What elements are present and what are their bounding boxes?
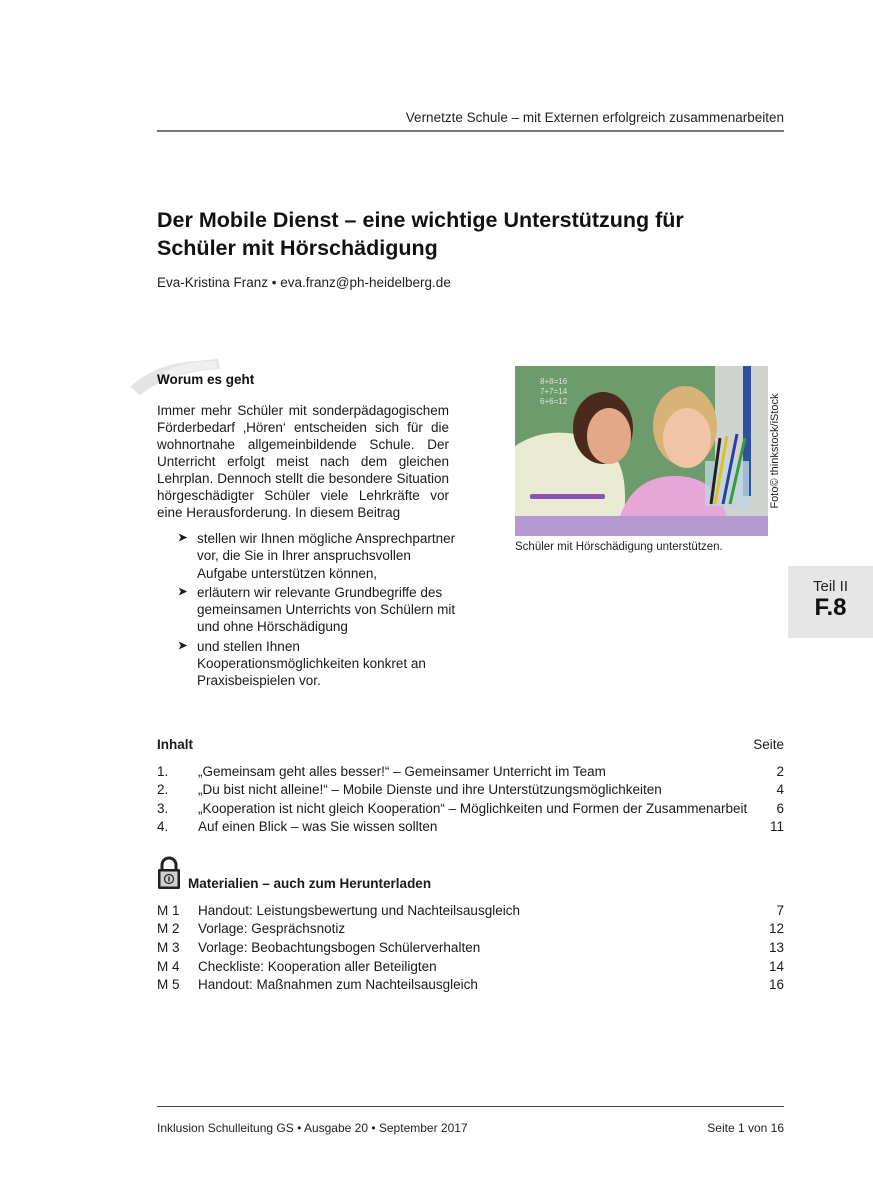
arrowhead-right-icon: ➤: [178, 639, 188, 652]
footer-page-number: Seite 1 von 16: [707, 1121, 784, 1135]
section-code: F.8: [814, 594, 847, 621]
footer-publication: Inklusion Schulleitung GS • Ausgabe 20 • September 2017: [157, 1121, 468, 1135]
section-part-label: Teil II: [812, 578, 848, 595]
material-row[interactable]: M 4 Checkliste: Kooperation aller Beteiligten 14: [157, 959, 784, 974]
article-title: Der Mobile Dienst – eine wichtige Unterstützung für Schüler mit Hörschädigung: [157, 208, 684, 260]
materials-heading: Materialien – auch zum Herunterladen: [188, 876, 432, 891]
svg-text:8+8=16: 8+8=16: [540, 377, 568, 386]
intro-paragraph: Immer mehr Schüler mit sonderpädagogischem Förderbedarf ‚Hören‘ entscheiden sich für die wohnortnahe allgemeinbildende Schule. Der Unterricht erfolgt meist nach dem gleichen Lehrplan. Dennoch stellt die besondere Situation hörgeschädigter Schüler viele Lehrkräfte vor eine Herausforderung. In diesem Beitrag: [157, 403, 449, 520]
teacher-student-photo: [515, 366, 768, 536]
material-row[interactable]: M 2 Vorlage: Gesprächsnotiz 12: [157, 921, 784, 936]
toc-page-column-label: Seite: [753, 737, 784, 752]
material-row[interactable]: M 1 Handout: Leistungsbewertung und Nachteilsausgleich 7: [157, 903, 784, 918]
author-line: Eva-Kristina Franz • eva.franz@ph-heidelberg.de: [157, 275, 451, 290]
toc-row[interactable]: 4. Auf einen Blick – was Sie wissen sollten 11: [157, 819, 784, 834]
arrowhead-right-icon: ➤: [178, 585, 188, 598]
material-row[interactable]: M 3 Vorlage: Beobachtungsbogen Schülerverhalten 13: [157, 940, 784, 955]
footer-divider: [157, 1106, 784, 1107]
padlock-icon: [157, 856, 181, 890]
bullet-item: ➤ und stellen Ihnen Kooperationsmöglichkeiten konkret an Praxisbeispielen vor.: [178, 638, 426, 689]
toc-row[interactable]: 2. „Du bist nicht alleine!“ – Mobile Dienste und ihre Unterstützungsmöglichkeiten 4: [157, 782, 784, 797]
intro-heading: Worum es geht: [157, 372, 255, 387]
header-divider: [157, 130, 784, 132]
figure-caption: Schüler mit Hörschädigung unterstützen.: [515, 541, 723, 553]
bullet-item: ➤ erläutern wir relevante Grundbegriffe des gemeinsamen Unterrichts von Schülern mit und ohne Hörschädigung: [178, 584, 456, 635]
toc-heading: Inhalt: [157, 737, 193, 752]
bullet-item: ➤ stellen wir Ihnen mögliche Ansprechpartner vor, die Sie in Ihrer anspruchsvollen Aufgabe unterstützen können,: [178, 531, 456, 581]
running-header: Vernetzte Schule – mit Externen erfolgreich zusammenarbeiten: [405, 110, 784, 125]
section-tab: [788, 566, 873, 638]
toc-row[interactable]: 3. „Kooperation ist nicht gleich Kooperation“ – Möglichkeiten und Formen der Zusammenarbeit 6: [157, 801, 784, 816]
photo-credit: Foto© thinkstock/iStock: [769, 393, 781, 509]
svg-text:7+7=14: 7+7=14: [540, 387, 568, 396]
toc-row[interactable]: 1. „Gemeinsam geht alles besser!“ – Gemeinsamer Unterricht im Team 2: [157, 764, 784, 779]
intro-bullet-list: [178, 530, 458, 692]
svg-text:6+6=12: 6+6=12: [540, 397, 568, 406]
arrowhead-right-icon: ➤: [178, 532, 188, 544]
material-row[interactable]: M 5 Handout: Maßnahmen zum Nachteilsausgleich 16: [157, 977, 784, 992]
